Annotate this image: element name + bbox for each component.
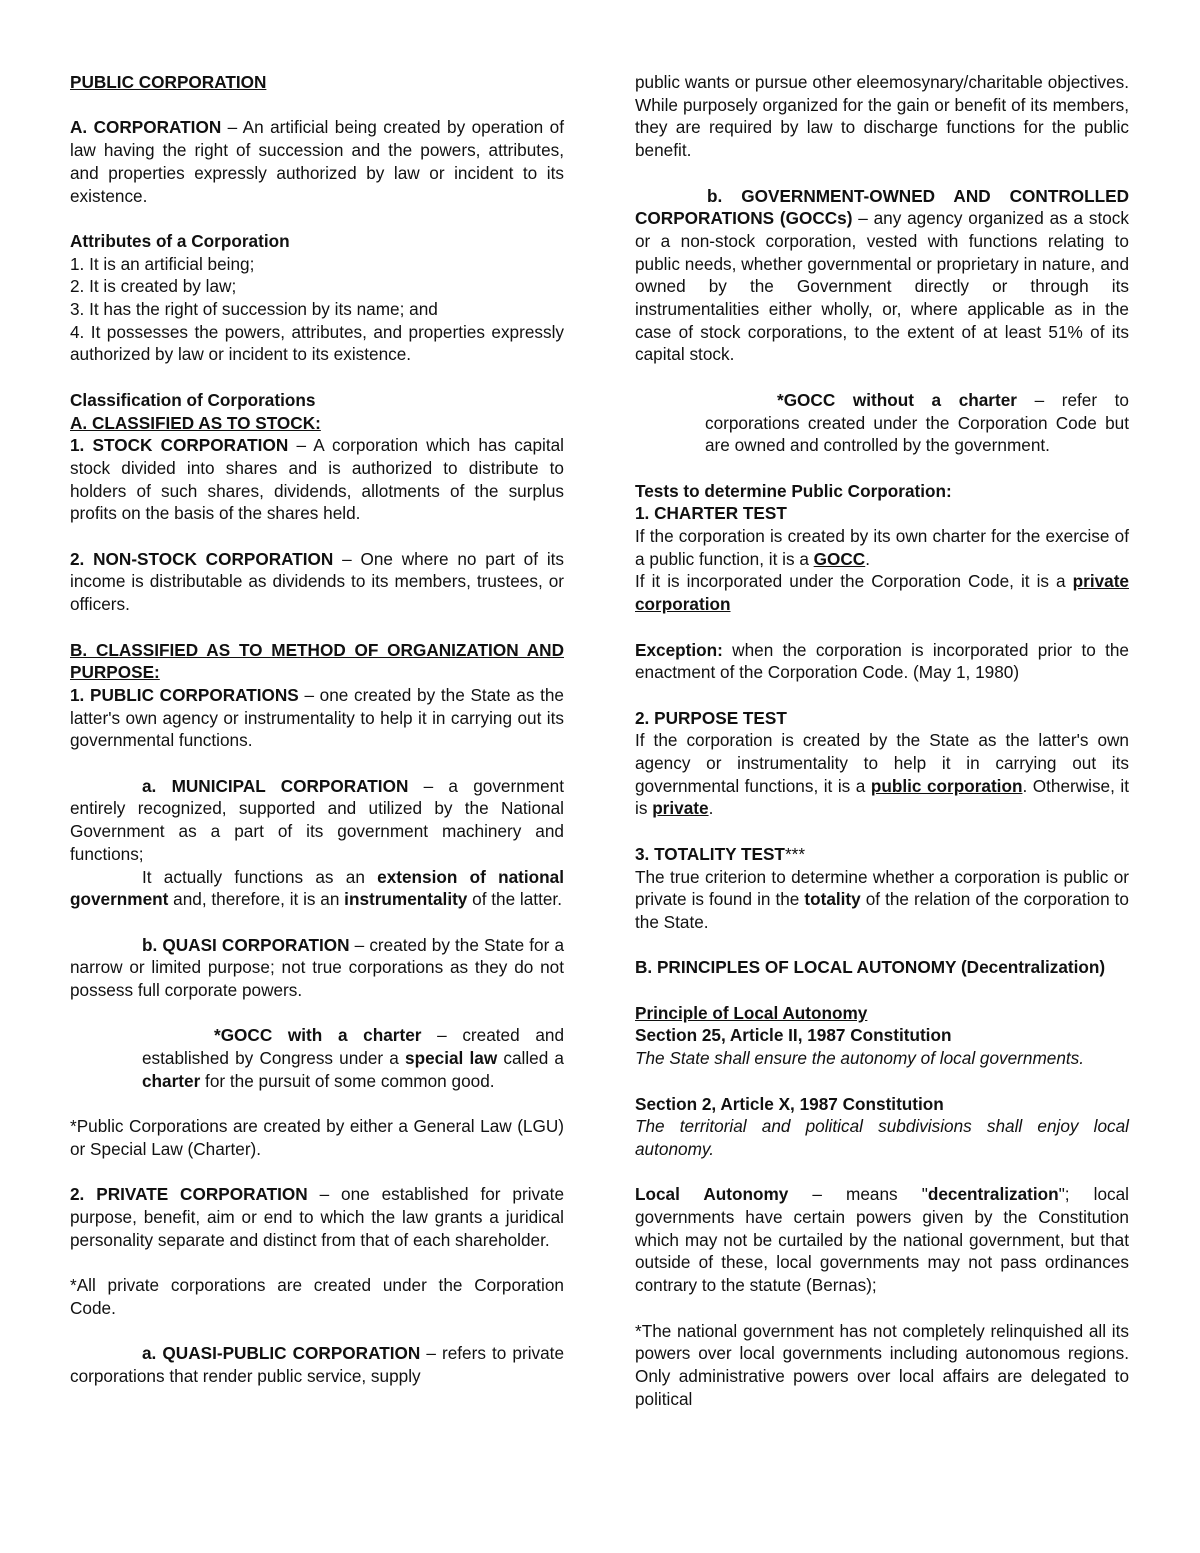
purpose-test-label: 2. PURPOSE TEST	[635, 707, 787, 728]
totality-test-label: 3. TOTALITY TEST***	[635, 843, 806, 864]
left-column	[70, 71, 564, 1388]
attribute-item: 2. It is created by law;	[70, 276, 237, 297]
gocc-definition: b. GOVERNMENT-OWNED AND CONTROLLED CORPORATIONS (GOCCs) – any agency organized as a stock or a non-stock corporation, vested with functions relating to public needs, whether governmental or proprietary in nature, and owned by the Government directly or through its instrumentalities either wholly, or, where applicable as in the case of stock corporations, to the extent of at least 51% of its capital stock.	[635, 185, 1129, 365]
autonomy-heading: B. PRINCIPLES OF LOCAL AUTONOMY (Decentralization)	[635, 957, 1106, 978]
stock-class-heading: A. CLASSIFIED AS TO STOCK:	[70, 412, 321, 433]
attribute-item: 1. It is an artificial being;	[70, 253, 255, 274]
quasi-corporation: b. QUASI CORPORATION – created by the State for a narrow or limited purpose; not true corporations as they do not possess full corporate powers.	[70, 934, 565, 1001]
section-25-text: The State shall ensure the autonomy of local governments.	[635, 1048, 1085, 1069]
charter-exception: Exception: when the corporation is incorporated prior to the enactment of the Corporation Code. (May 1, 1980)	[635, 639, 1129, 683]
method-class-heading: B. CLASSIFIED AS TO METHOD OF ORGANIZATION AND PURPOSE:	[70, 639, 564, 683]
section-2-heading: Section 2, Article X, 1987 Constitution	[635, 1093, 944, 1114]
principle-heading: Principle of Local Autonomy	[635, 1002, 868, 1023]
gocc-no-charter-block	[705, 389, 1129, 457]
attributes-heading: Attributes of a Corporation	[70, 230, 290, 251]
section-2-text: The territorial and political subdivisions shall enjoy local autonomy.	[635, 1116, 1129, 1159]
national-government-note: *The national government has not completely relinquished all its powers over local governments including autonomous regions. Only administrative powers over local affairs are delegated to political	[635, 1320, 1129, 1409]
stock-corporation: 1. STOCK CORPORATION – A corporation which has capital stock divided into shares and is authorized to distribute to holders of such shares, dividends, allotments of the surplus profits on the basis of the shares held.	[70, 435, 564, 524]
tests-heading: Tests to determine Public Corporation:	[635, 480, 952, 501]
municipal-corporation: a. MUNICIPAL CORPORATION – a government entirely recognized, supported and utilized by the National Government as a part of its government machinery and functions;	[70, 775, 564, 864]
corporation-definition: A. CORPORATION – An artificial being created by operation of law having the right of succession and the powers, attributes, and properties expressly authorized by law or incident to its existence.	[70, 117, 564, 206]
local-autonomy-definition: Local Autonomy – means "decentralization"; local governments have certain powers given by the Constitution which may not be curtailed by the national government, but that outside of these, local governments may not pass ordinances contrary to the statute (Bernas);	[635, 1184, 1129, 1296]
charter-test-line2: If it is incorporated under the Corporation Code, it is a private corporation	[635, 571, 1129, 615]
gocc-charter-block	[142, 1024, 564, 1092]
quasi-public-continued: public wants or pursue other eleemosynary/charitable objectives. While purposely organized for the gain or benefit of its members, they are required by law to discharge functions for the public benefit.	[635, 72, 1129, 161]
purpose-test-text: If the corporation is created by the State as the latter's own agency or instrumentality to help it in carrying out its governmental functions, it is a public corporation. Otherwise, it is private.	[635, 730, 1129, 819]
right-column	[635, 71, 1129, 1410]
private-corporations-note: *All private corporations are created under the Corporation Code.	[70, 1275, 564, 1318]
gocc-without-charter: *GOCC without a charter – refer to corporations created under the Corporation Code but are owned and controlled by the government.	[705, 389, 1129, 456]
public-corporations: 1. PUBLIC CORPORATIONS – one created by the State as the latter's own agency or instrumentality to help it in carrying out its governmental functions.	[70, 684, 564, 751]
public-corporations-note: *Public Corporations are created by either a General Law (LGU) or Special Law (Charter).	[70, 1116, 564, 1159]
municipal-note: It actually functions as an extension of national government and, therefore, it is an instrumentality of the latter.	[70, 866, 564, 910]
attribute-item: 4. It possesses the powers, attributes, and properties expressly authorized by law or incident to its existence.	[70, 321, 564, 365]
gocc-with-charter: *GOCC with a charter – created and established by Congress under a special law called a charter for the pursuit of some common good.	[142, 1025, 565, 1091]
doc-title: PUBLIC CORPORATION	[70, 72, 267, 92]
charter-test-label: 1. CHARTER TEST	[635, 503, 787, 524]
totality-test-text: The true criterion to determine whether a corporation is public or private is found in the totality of the relation of the corporation to the State.	[635, 866, 1129, 932]
section-25-heading: Section 25, Article II, 1987 Constitution	[635, 1025, 952, 1046]
charter-test-line1: If the corporation is created by its own charter for the exercise of a public function, it is a GOCC.	[635, 526, 1129, 569]
quasi-public-corporation: a. QUASI-PUBLIC CORPORATION – refers to private corporations that render public service, supply	[70, 1343, 564, 1386]
non-stock-corporation: 2. NON-STOCK CORPORATION – One where no part of its income is distributable as dividends to its members, trustees, or officers.	[70, 548, 565, 615]
private-corporation: 2. PRIVATE CORPORATION – one established for private purpose, benefit, aim or end to which the law grants a juridical personality separate and distinct from that of each shareholder.	[70, 1184, 565, 1250]
classification-heading: Classification of Corporations	[70, 389, 316, 410]
attribute-item: 3. It has the right of succession by its name; and	[70, 299, 438, 319]
